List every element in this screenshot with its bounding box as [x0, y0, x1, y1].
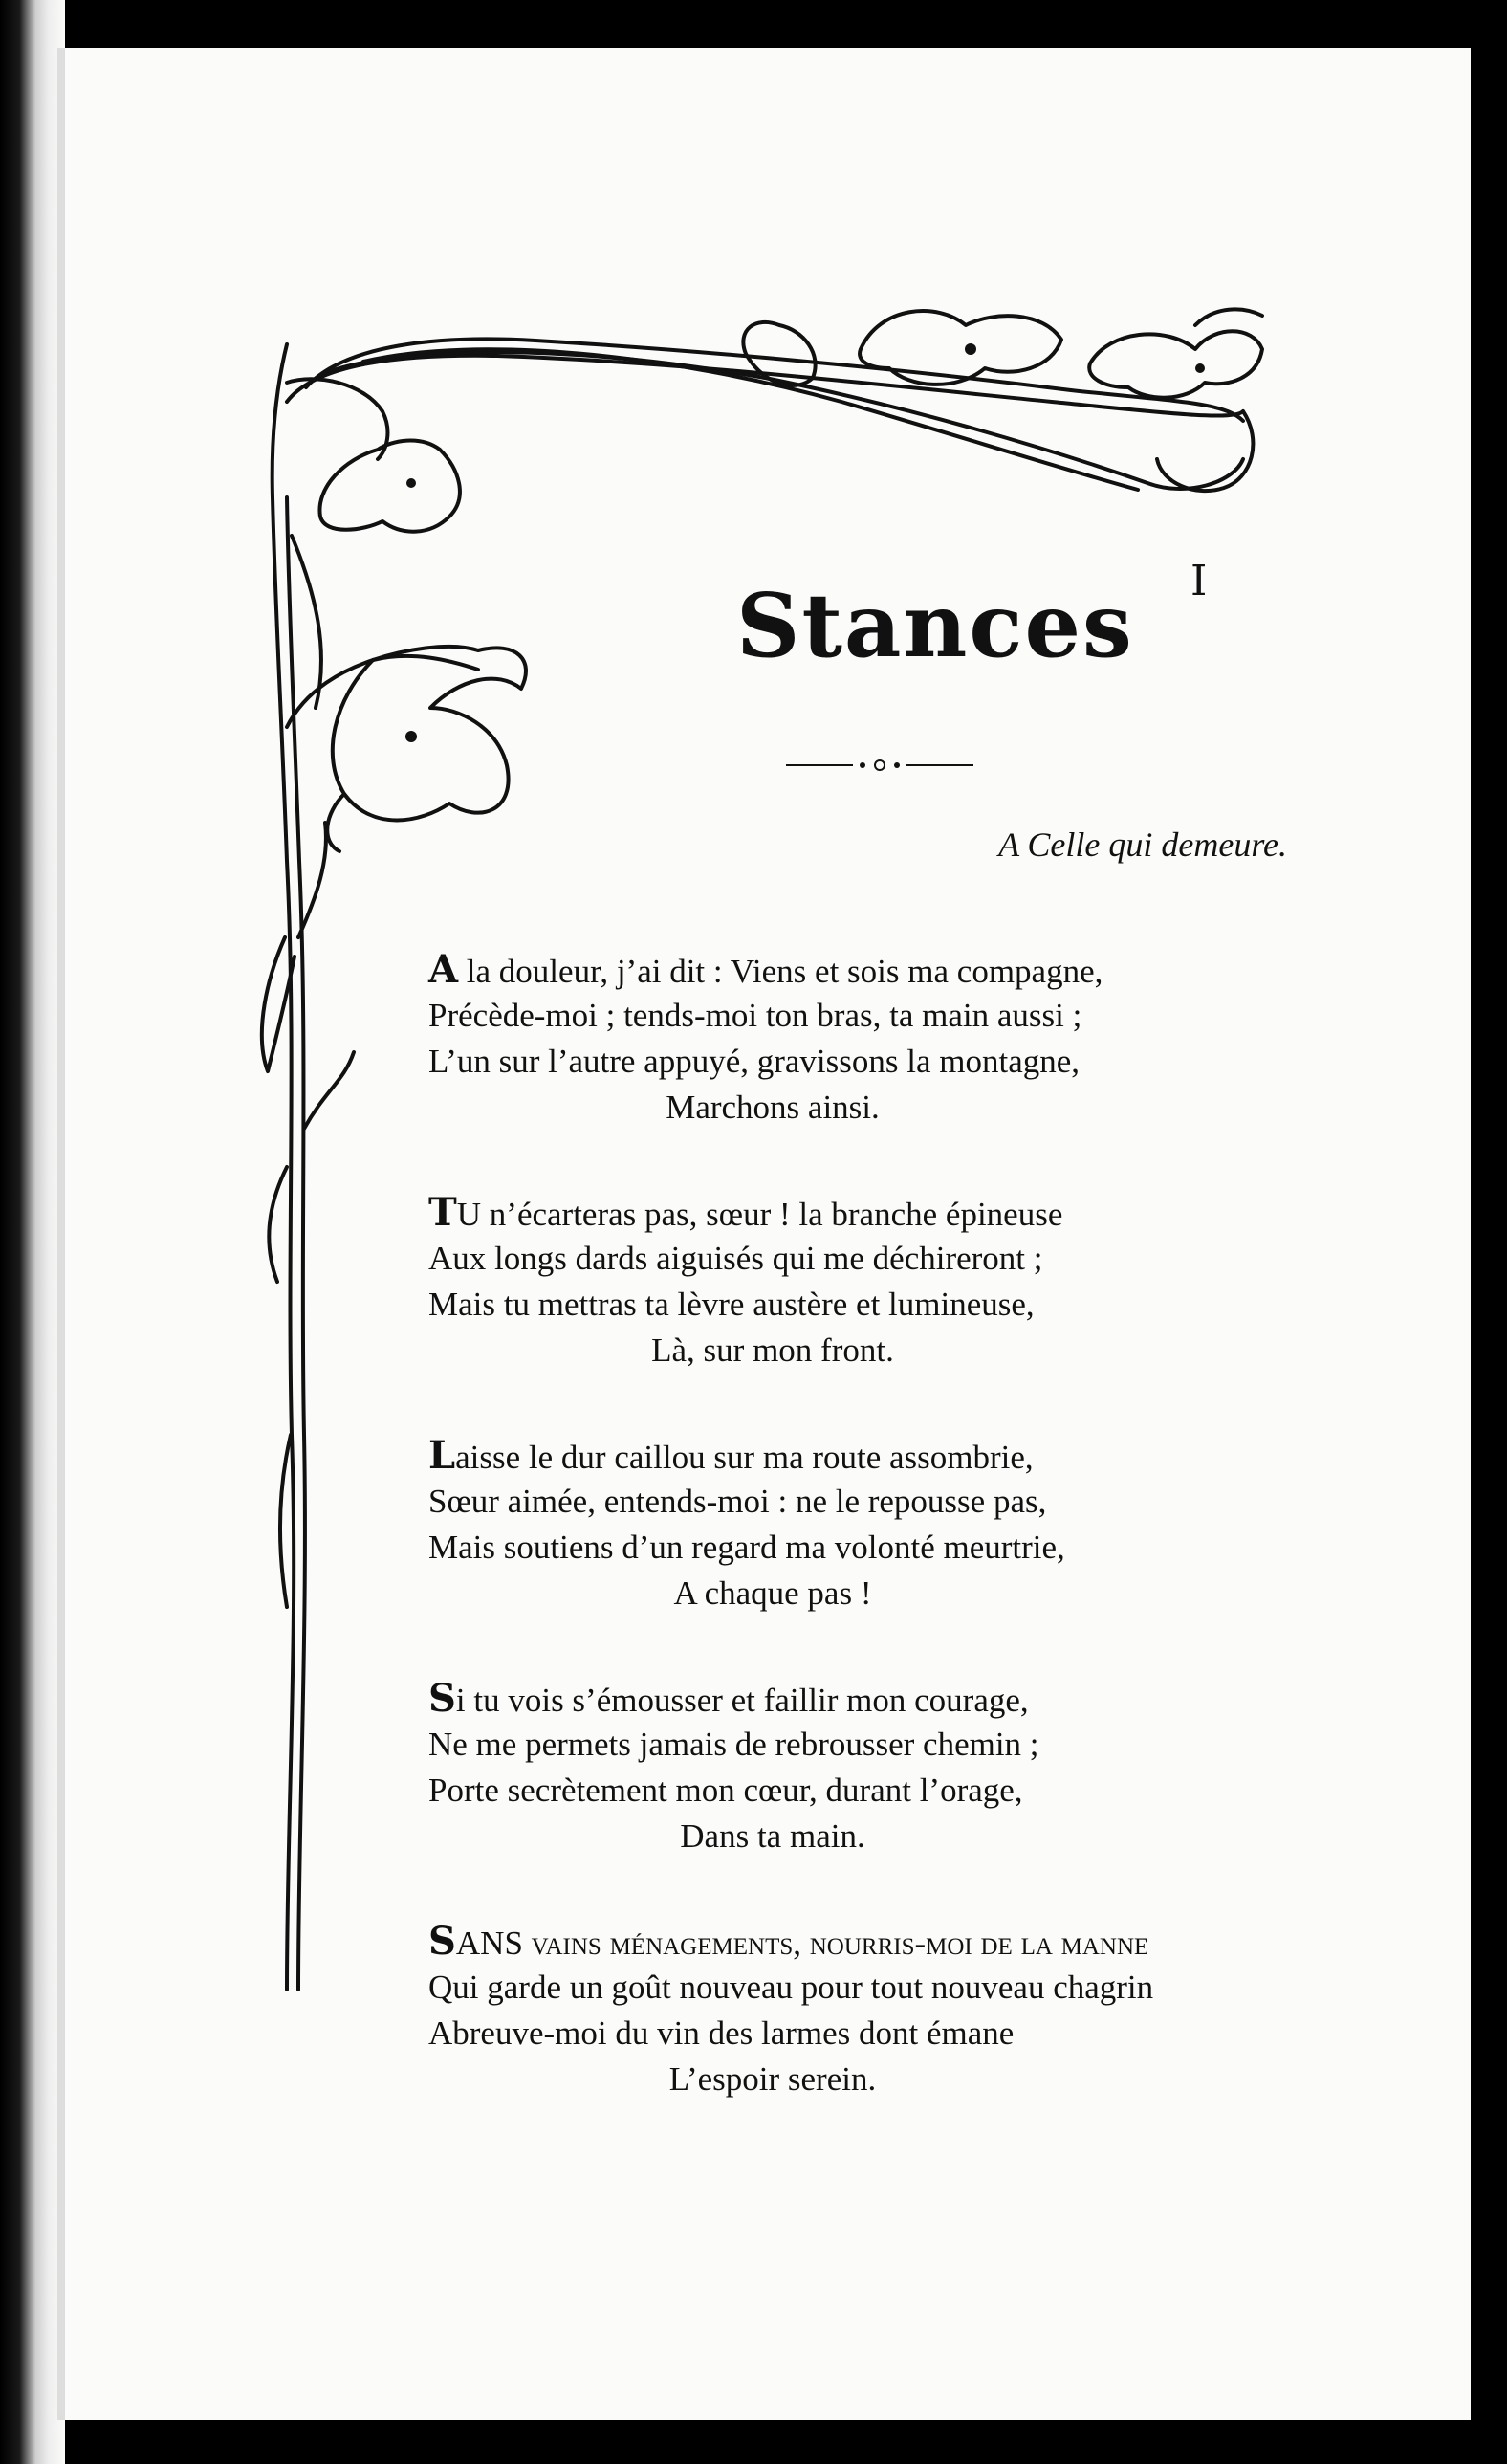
verse-line: Mais soutiens d’un regard ma volonté meurtrie,	[428, 1529, 1065, 1566]
poem	[428, 947, 1308, 2162]
verse-line: Si tu vois s’émousser et faillir mon courage,	[428, 1676, 1029, 1721]
verse-refrain: Marchons ainsi.	[666, 1089, 880, 1126]
verse-refrain: Dans ta main.	[680, 1817, 865, 1855]
verse-line: Précède-moi ; tends-moi ton bras, ta main aussi ;	[428, 997, 1082, 1034]
drop-initial: S	[428, 1676, 456, 1721]
verse-line: L’un sur l’autre appuyé, gravissons la montagne,	[428, 1043, 1081, 1080]
verse-line: Qui garde un goût nouveau pour tout nouveau chagrin	[428, 1969, 1154, 2006]
verse-line: Abreuve-moi du vin des larmes dont émane	[428, 2014, 1015, 2052]
verse-line: Aux longs dards aiguisés qui me déchireront ;	[428, 1240, 1043, 1277]
drop-initial: A	[428, 947, 459, 992]
verse-line: Porte secrètement mon cœur, durant l’orage,	[428, 1771, 1023, 1809]
verse-line: Sœur aimée, entends-moi : ne le repousse pas,	[428, 1483, 1047, 1520]
verse-line: SANS vains ménagements, nourris-moi de la manne	[428, 1919, 1149, 1964]
verse-line: A la douleur, j’ai dit : Viens et sois ma compagne,	[428, 947, 1103, 992]
stanza	[428, 1433, 1308, 1617]
page-title: Stances	[736, 574, 1134, 677]
title-divider-icon	[786, 758, 973, 773]
drop-initial: L	[428, 1433, 456, 1478]
dedication: A Celle qui demeure.	[998, 825, 1287, 864]
verse-refrain: L’espoir serein.	[668, 2060, 877, 2098]
stanza	[428, 947, 1308, 1131]
drop-initial: S	[428, 1919, 456, 1964]
stanza	[428, 1190, 1308, 1374]
verse-line: Laisse le dur caillou sur ma route assombrie,	[428, 1433, 1034, 1478]
drop-initial: T	[428, 1190, 457, 1235]
stanza	[428, 1919, 1308, 2102]
verse-line: Ne me permets jamais de rebrousser chemin ;	[428, 1726, 1039, 1763]
verse-line: TU n’écarteras pas, sœur ! la branche épineuse	[428, 1190, 1063, 1235]
stanza	[428, 1676, 1308, 1859]
verse-refrain: A chaque pas !	[673, 1574, 872, 1612]
verse-line: Mais tu mettras ta lèvre austère et lumineuse,	[428, 1286, 1035, 1323]
page-mark: I	[1190, 557, 1208, 605]
verse-refrain: Là, sur mon front.	[651, 1331, 894, 1369]
